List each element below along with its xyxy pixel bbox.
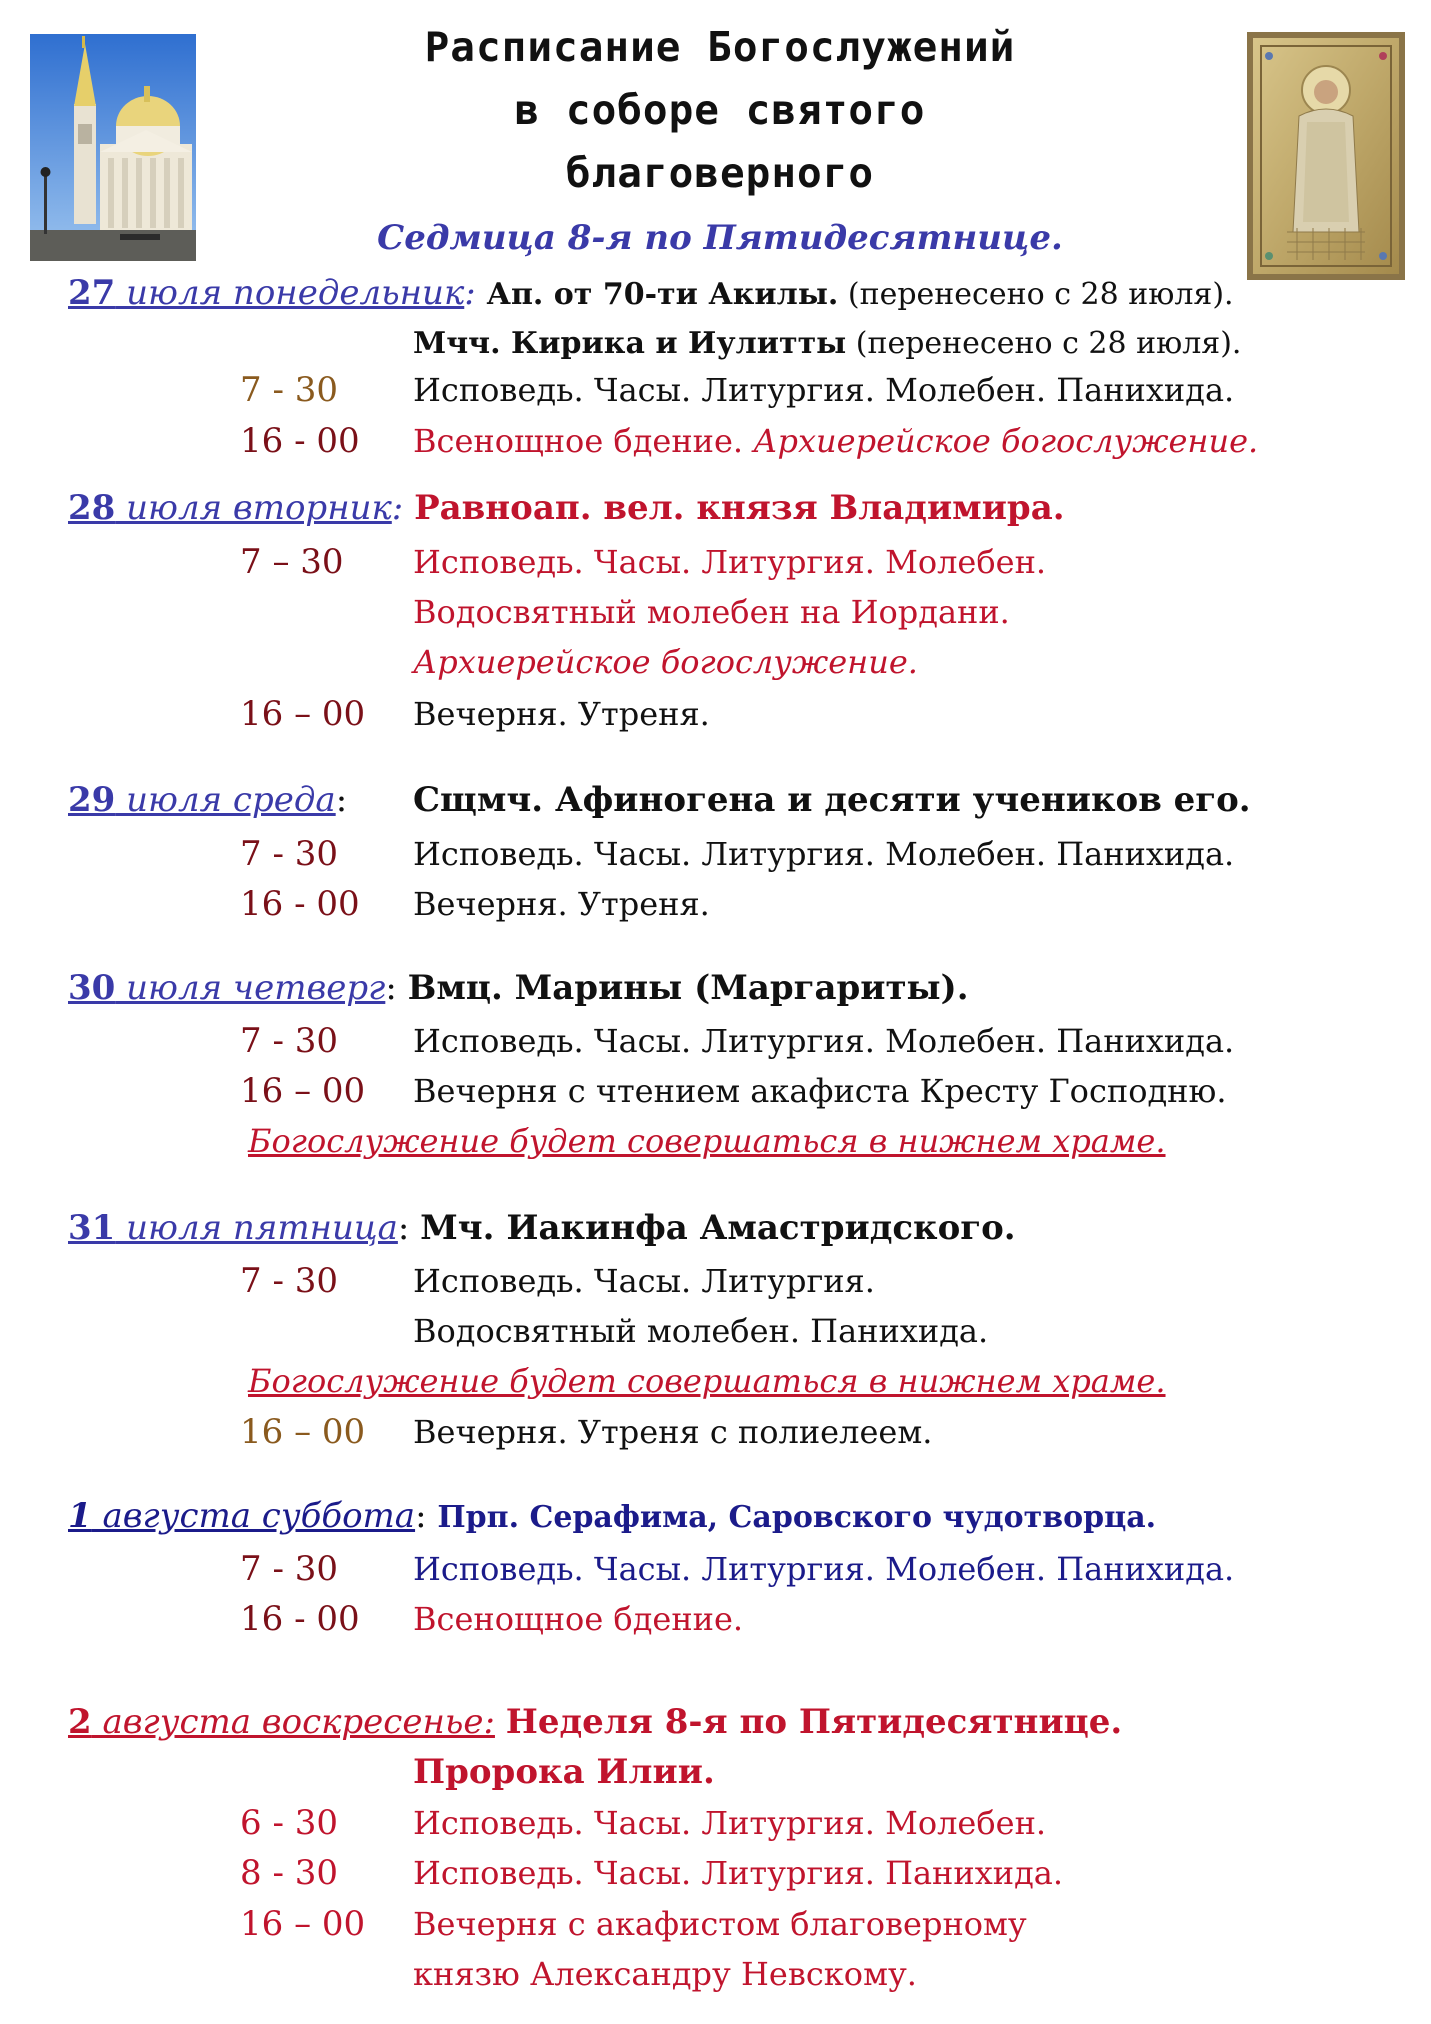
service-text: Водосвятный молебен на Иордани. — [413, 593, 1010, 631]
feast-name: Вмц. Марины (Маргариты). — [407, 968, 969, 1008]
feast-name: Равноап. вел. князя Владимира. — [414, 488, 1065, 528]
service-time: 7 – 30 — [240, 542, 344, 582]
location-note: Богослужение будет совершаться в нижнем храме. — [248, 1122, 1166, 1160]
service-text: Исповедь. Часы. Литургия. Молебен. — [413, 1804, 1047, 1842]
day-heading: 28 июля вторник: Равноап. вел. князя Владимира. — [68, 488, 1065, 528]
service-text: Исповедь. Часы. Литургия. Молебен. Панихида. — [413, 1550, 1235, 1588]
service-time: 16 - 00 — [240, 884, 360, 924]
service-time: 16 - 00 — [240, 421, 360, 461]
service-time: 16 – 00 — [240, 694, 366, 734]
service-time: 16 – 00 — [240, 1904, 366, 1944]
service-time: 16 – 00 — [240, 1071, 366, 1111]
feast-line: Мчч. Кирика и Иулитты (перенесено с 28 июля). — [413, 326, 1242, 361]
day-heading: 30 июля четверг: Вмц. Марины (Маргариты). — [68, 968, 969, 1008]
feast-name: Прп. Серафима, Саровского чудотворца. — [437, 1500, 1157, 1535]
feast-line: Пророка Илии. — [413, 1752, 715, 1792]
service-text: Водосвятный молебен. Панихида. — [413, 1312, 989, 1350]
service-text: Вечерня. Утреня с полиелеем. — [413, 1413, 933, 1451]
service-text: Исповедь. Часы. Литургия. Молебен. Панихида. — [413, 835, 1235, 873]
feast-name: Сщмч. Афиногена и десяти учеников его. — [413, 780, 1251, 820]
day-heading: 27 июля понедельник: Ап. от 70-ти Акилы. (перенесено с 28 июля). — [68, 273, 1234, 313]
service-text: Вечерня. Утреня. — [413, 885, 710, 923]
service-time: 16 - 00 — [240, 1599, 360, 1639]
cathedral-photo — [30, 34, 196, 261]
service-text: Исповедь. Часы. Литургия. Панихида. — [413, 1854, 1064, 1892]
service-time: 8 - 30 — [240, 1853, 338, 1893]
service-text: Всенощное бдение. — [413, 1600, 744, 1638]
service-text: Вечерня с чтением акафиста Кресту Господню. — [413, 1072, 1227, 1110]
service-text: Исповедь. Часы. Литургия. Молебен. Панихида. — [413, 1022, 1235, 1060]
service-text: Вечерня с акафистом благоверному — [413, 1905, 1027, 1943]
service-time: 7 - 30 — [240, 1021, 338, 1061]
service-text: Архиерейское богослужение. — [413, 643, 918, 681]
day-heading: 1 августа суббота: Прп. Серафима, Саровского чудотворца. — [68, 1496, 1157, 1536]
day-heading: 31 июля пятница: Мч. Иакинфа Амастридского. — [68, 1208, 1016, 1248]
service-text: Исповедь. Часы. Литургия. Молебен. Панихида. — [413, 371, 1235, 409]
feast-name: Мч. Иакинфа Амастридского. — [420, 1208, 1016, 1248]
saint-icon — [1247, 32, 1405, 280]
day-heading: 2 августа воскресенье: Неделя 8-я по Пятидесятнице. — [68, 1702, 1123, 1742]
page-title — [280, 16, 1160, 205]
service-text: Исповедь. Часы. Литургия. Молебен. — [413, 543, 1047, 581]
service-text: Исповедь. Часы. Литургия. — [413, 1262, 875, 1300]
feast-name: Ап. от 70-ти Акилы. — [486, 277, 839, 312]
day-heading: 29 июля среда: — [68, 780, 348, 820]
service-time: 6 - 30 — [240, 1803, 338, 1843]
location-note: Богослужение будет совершаться в нижнем храме. — [248, 1362, 1166, 1400]
service-time: 7 - 30 — [240, 1549, 338, 1589]
title-line-2: в соборе святого — [514, 86, 926, 134]
service-text: князю Александру Невскому. — [413, 1955, 917, 1993]
service-time: 16 – 00 — [240, 1412, 366, 1452]
service-text: Вечерня. Утреня. — [413, 695, 710, 733]
title-line-1: Расписание Богослужений — [424, 23, 1016, 71]
feast-name: Неделя 8-я по Пятидесятнице. — [505, 1702, 1123, 1742]
service-text: Всенощное бдение. Архиерейское богослужение. — [413, 422, 1259, 460]
week-subtitle: Седмица 8-я по Пятидесятнице. — [377, 218, 1063, 258]
service-time: 7 - 30 — [240, 370, 338, 410]
service-time: 7 - 30 — [240, 834, 338, 874]
title-line-3: благоверного — [565, 149, 875, 197]
service-time: 7 - 30 — [240, 1261, 338, 1301]
